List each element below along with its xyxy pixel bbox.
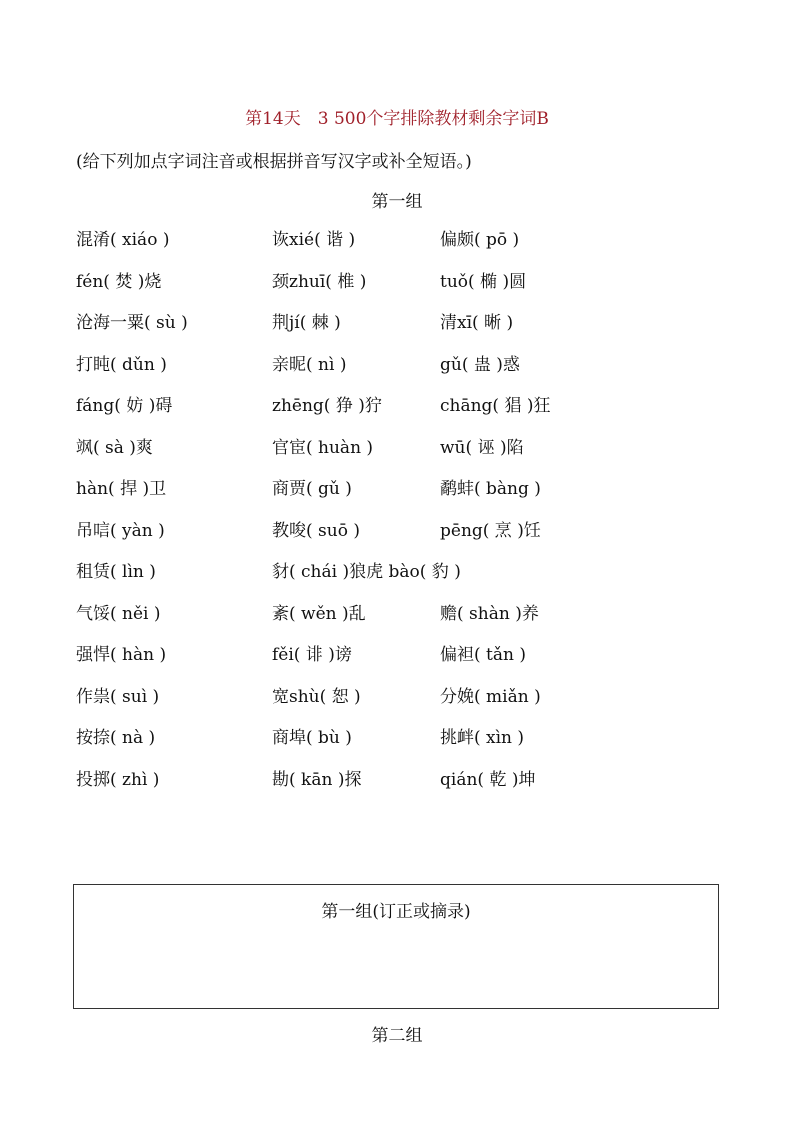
word-item: fén( 焚 )烧 (76, 271, 162, 292)
word-item: qián( 乾 )坤 (440, 769, 536, 790)
word-grid (76, 226, 756, 807)
word-item: 教唆( suō ) (272, 520, 360, 541)
word-item: 荆jí( 棘 ) (272, 313, 341, 333)
group-1-heading: 第一组 (371, 192, 423, 212)
word-row (76, 683, 756, 725)
word-item: hàn( 捍 )卫 (76, 479, 167, 499)
word-item: 偏颇( pō ) (440, 230, 520, 250)
word-item: pēng( 烹 )饪 (440, 520, 541, 541)
word-item: 清xī( 晰 ) (440, 313, 514, 333)
word-item: 气馁( něi ) (76, 603, 161, 624)
word-row (76, 268, 756, 310)
word-item: 强悍( hàn ) (76, 645, 167, 665)
word-item: tuǒ( 椭 )圆 (440, 271, 527, 292)
word-item: 官宦( huàn ) (272, 437, 374, 458)
word-item: 鹬蚌( bàng ) (440, 479, 541, 499)
instruction-text: (给下列加点字词注音或根据拼音写汉字或补全短语。) (76, 152, 472, 172)
word-item: 挑衅( xìn ) (440, 728, 525, 748)
word-item: fěi( 诽 )谤 (272, 645, 352, 665)
word-item: 沧海一粟( sù ) (76, 313, 188, 333)
word-item: 作祟( suì ) (76, 686, 160, 707)
word-row (76, 558, 756, 600)
word-item: 混淆( xiáo ) (76, 230, 170, 250)
word-row (76, 766, 756, 808)
word-row (76, 434, 756, 476)
word-item: 紊( wěn )乱 (272, 603, 366, 624)
word-item: 宽shù( 恕 ) (272, 686, 361, 707)
word-row (76, 600, 756, 642)
word-item: 偏袒( tǎn ) (440, 645, 526, 665)
word-row (76, 517, 756, 559)
page-title: 第14天 3 500个字排除教材剩余字词B (245, 109, 549, 129)
word-item: 颈zhuī( 椎 ) (272, 271, 367, 292)
word-row (76, 475, 756, 517)
word-item: 勘( kān )探 (272, 769, 362, 790)
word-item: 飒( sà )爽 (76, 437, 153, 458)
word-item: 分娩( miǎn ) (440, 686, 541, 707)
correction-box-title: 第一组(订正或摘录) (321, 902, 471, 922)
word-item: 吊唁( yàn ) (76, 520, 165, 541)
word-row (76, 392, 756, 434)
word-item: zhēng( 狰 )狞 (272, 396, 382, 416)
word-item: wū( 诬 )陷 (440, 437, 524, 458)
word-item: 按捺( nà ) (76, 728, 156, 748)
word-row (76, 351, 756, 393)
word-item: fáng( 妨 )碍 (76, 396, 173, 416)
word-item: 亲昵( nì ) (272, 354, 347, 375)
word-item: 商埠( bù ) (272, 728, 352, 748)
word-row (76, 309, 756, 351)
group-2-heading: 第二组 (371, 1026, 423, 1046)
word-row (76, 724, 756, 766)
word-row (76, 641, 756, 683)
word-item: 投掷( zhì ) (76, 769, 160, 790)
word-item: gǔ( 蛊 )惑 (440, 354, 520, 375)
word-item: 豺( chái )狼虎 bào( 豹 ) (272, 562, 461, 582)
word-item: 诙xié( 谐 ) (272, 230, 356, 250)
correction-box[interactable] (73, 884, 719, 1009)
word-item: 商贾( gǔ ) (272, 479, 352, 499)
word-item: 赡( shàn )养 (440, 603, 539, 624)
word-item: 租赁( lìn ) (76, 562, 156, 582)
word-item: 打盹( dǔn ) (76, 354, 167, 375)
word-item: chāng( 猖 )狂 (440, 396, 551, 416)
word-row (76, 226, 756, 268)
